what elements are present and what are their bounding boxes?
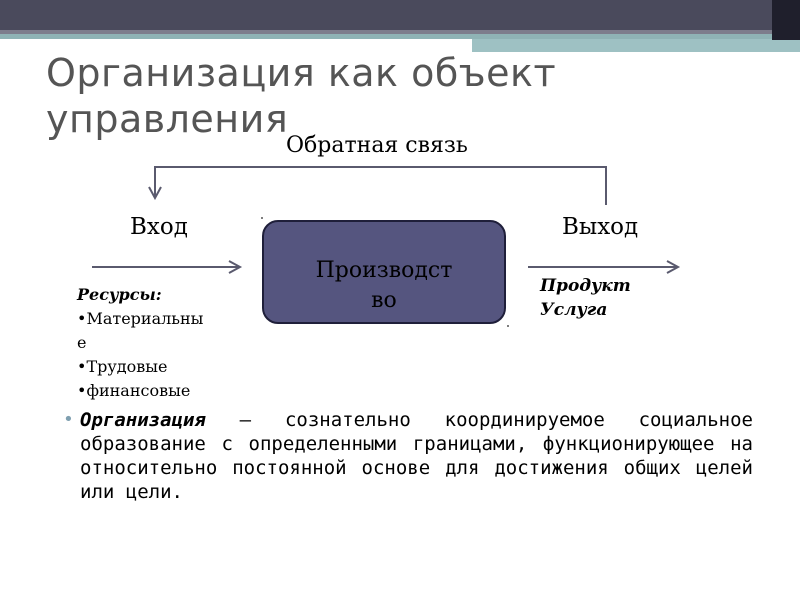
resources-item: •Трудовые <box>77 357 168 376</box>
output-label: Выход <box>562 214 639 240</box>
output-list <box>540 274 631 322</box>
input-label: Вход <box>130 214 188 240</box>
definition-body <box>80 408 753 504</box>
bullet-icon: • <box>63 409 74 430</box>
resources-heading: Ресурсы: <box>77 285 162 304</box>
process-label-line2: во <box>371 288 397 313</box>
resources-item: е <box>77 333 87 352</box>
output-item: Услуга <box>540 300 608 320</box>
definition-term: Организация <box>80 409 206 431</box>
definition-text: – сознательно координируемое социальное образование с определенными границами, функционирующее на относительно постоянной основе для достижения общих целей или цели. <box>80 409 753 503</box>
process-label <box>262 256 506 316</box>
resources-item: •Материальны <box>77 309 204 328</box>
artifact-dot <box>261 217 263 219</box>
definition-paragraph <box>63 408 753 504</box>
feedback-loop-line <box>155 167 606 205</box>
process-label-line1: Производст <box>315 258 453 283</box>
resources-list <box>77 283 203 403</box>
feedback-label: Обратная связь <box>286 133 468 158</box>
output-item: Продукт <box>540 276 631 296</box>
artifact-dot <box>507 325 509 327</box>
slide-title-line2: управления <box>46 97 289 141</box>
resources-item: •финансовые <box>77 381 191 400</box>
slide-title-line1: Организация как объект <box>46 51 557 95</box>
